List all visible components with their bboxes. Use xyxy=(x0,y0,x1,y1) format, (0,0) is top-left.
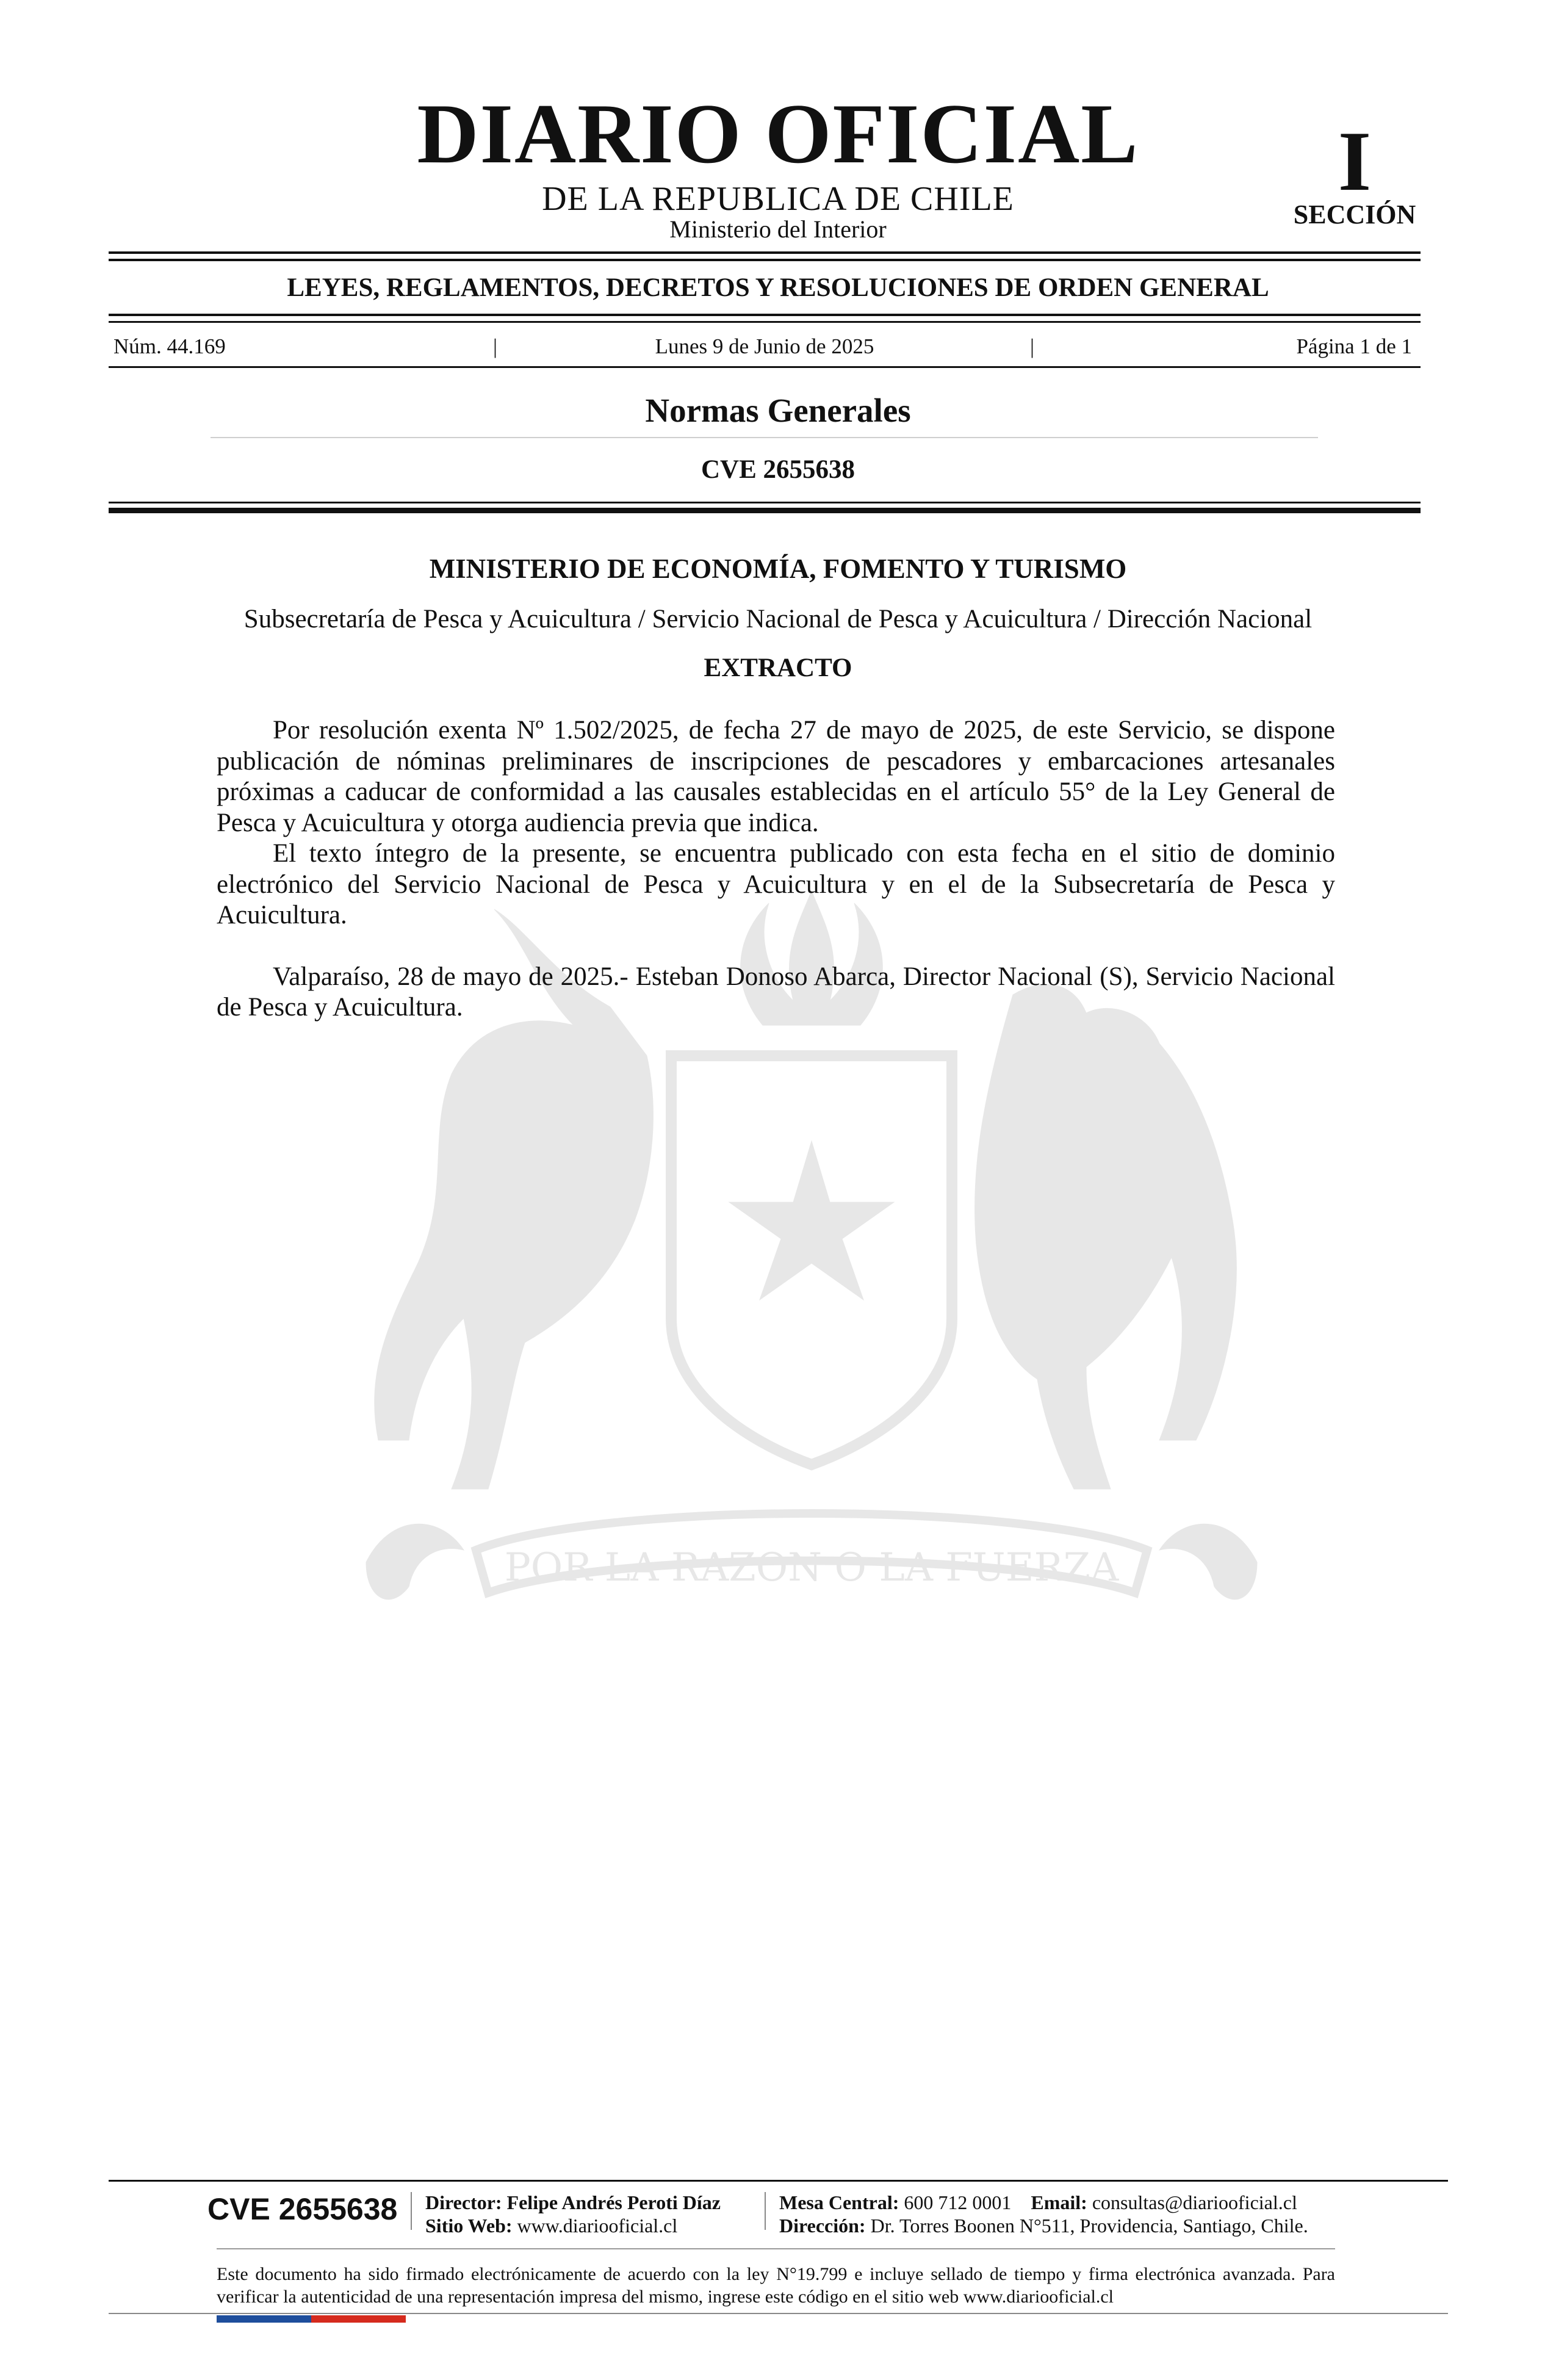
footer-divider-2 xyxy=(765,2192,766,2230)
website-link[interactable]: www.diariooficial.cl xyxy=(517,2215,678,2237)
paragraph: Por resolución exenta Nº 1.502/2025, de fecha 27 de mayo de 2025, de este Servicio, se dispone publicación de nóminas preliminares de inscripciones de pescadores y embarcaciones artesanales próximas a caducar de conformidad a las causales establecidas en el artículo 55° de la Ley General de Pesca y Acuicultura y otorga audiencia previa que indica. xyxy=(217,716,1335,837)
section-number: I xyxy=(1338,114,1372,209)
document-type: EXTRACTO xyxy=(704,654,852,682)
address-label: Dirección: xyxy=(779,2215,866,2237)
category-title: Normas Generales xyxy=(645,392,911,429)
flag-stripe-red xyxy=(311,2315,406,2323)
watermark-motto: POR LA RAZON O LA FUERZA xyxy=(504,1545,1119,1590)
section-label: SECCIÓN xyxy=(1293,200,1416,229)
masthead-rule-top xyxy=(109,251,1421,254)
phone-label: Mesa Central: xyxy=(779,2191,899,2213)
issue-separator-right: | xyxy=(1030,334,1035,358)
signature-note: Este documento ha sido firmado electrónicamente de acuerdo con la ley N°19.799 e incluye sellado de tiempo y firma electrónica avanzada. Para verificar la autenticidad de una representación impresa del mismo, ingrese este código en el sitio web www.diariooficial.cl xyxy=(217,2264,1335,2307)
masthead-rule-bottom xyxy=(109,259,1421,261)
phone-value: 600 712 0001 xyxy=(904,2191,1012,2213)
footer-rule-top xyxy=(109,2180,1448,2182)
footer-rule-mid xyxy=(217,2248,1335,2249)
banner-title: LEYES, REGLAMENTOS, DECRETOS Y RESOLUCIONES DE ORDEN GENERAL xyxy=(287,273,1269,302)
flag-stripe-blue xyxy=(217,2315,311,2323)
masthead-subtitle: DE LA REPUBLICA DE CHILE xyxy=(542,180,1014,218)
meta-rule xyxy=(109,366,1421,368)
ministry-heading: MINISTERIO DE ECONOMÍA, FOMENTO Y TURISMO xyxy=(429,554,1127,584)
banner-rule-top xyxy=(109,314,1421,316)
issue-separator-left: | xyxy=(493,334,498,358)
header-rule-thick xyxy=(109,508,1421,513)
email-link[interactable]: consultas@diariooficial.cl xyxy=(1092,2191,1297,2213)
director-name: Felipe Andrés Peroti Díaz xyxy=(506,2191,721,2213)
address-value: Dr. Torres Boonen N°511, Providencia, Santiago, Chile. xyxy=(870,2215,1308,2237)
footer-director-block xyxy=(425,2191,721,2237)
footer-contact-block xyxy=(779,2191,1308,2237)
masthead-title: DIARIO OFICIAL xyxy=(417,87,1139,181)
footer-rule-bottom xyxy=(109,2313,1448,2314)
issue-page: Página 1 de 1 xyxy=(1296,334,1412,358)
issue-number: Núm. 44.169 xyxy=(113,334,226,358)
email-label: Email: xyxy=(1031,2191,1087,2213)
director-label: Director: xyxy=(425,2191,502,2213)
banner-rule-bottom xyxy=(109,321,1421,323)
issue-date: Lunes 9 de Junio de 2025 xyxy=(655,334,874,358)
website-label: Sitio Web: xyxy=(425,2215,513,2237)
footer-cve: CVE 2655638 xyxy=(207,2192,398,2226)
subsecretariat-line: Subsecretaría de Pesca y Acuicultura / Servicio Nacional de Pesca y Acuicultura / Dirección Nacional xyxy=(243,605,1313,633)
document-body xyxy=(217,715,1335,1023)
masthead-ministry: Ministerio del Interior xyxy=(669,215,887,243)
category-rule xyxy=(211,437,1318,438)
paragraph: El texto íntegro de la presente, se encuentra publicado con esta fecha en el sitio de dominio electrónico del Servicio Nacional de Pesca y Acuicultura y en el de la Subsecretaría de Pesca y Acuicultura. xyxy=(217,839,1335,929)
signature-paragraph: Valparaíso, 28 de mayo de 2025.- Esteban Donoso Abarca, Director Nacional (S), Servicio Nacional de Pesca y Acuicultura. xyxy=(217,962,1335,1022)
cve-header: CVE 2655638 xyxy=(701,455,855,484)
footer-divider-1 xyxy=(411,2192,412,2230)
header-rule-thin xyxy=(109,502,1421,503)
